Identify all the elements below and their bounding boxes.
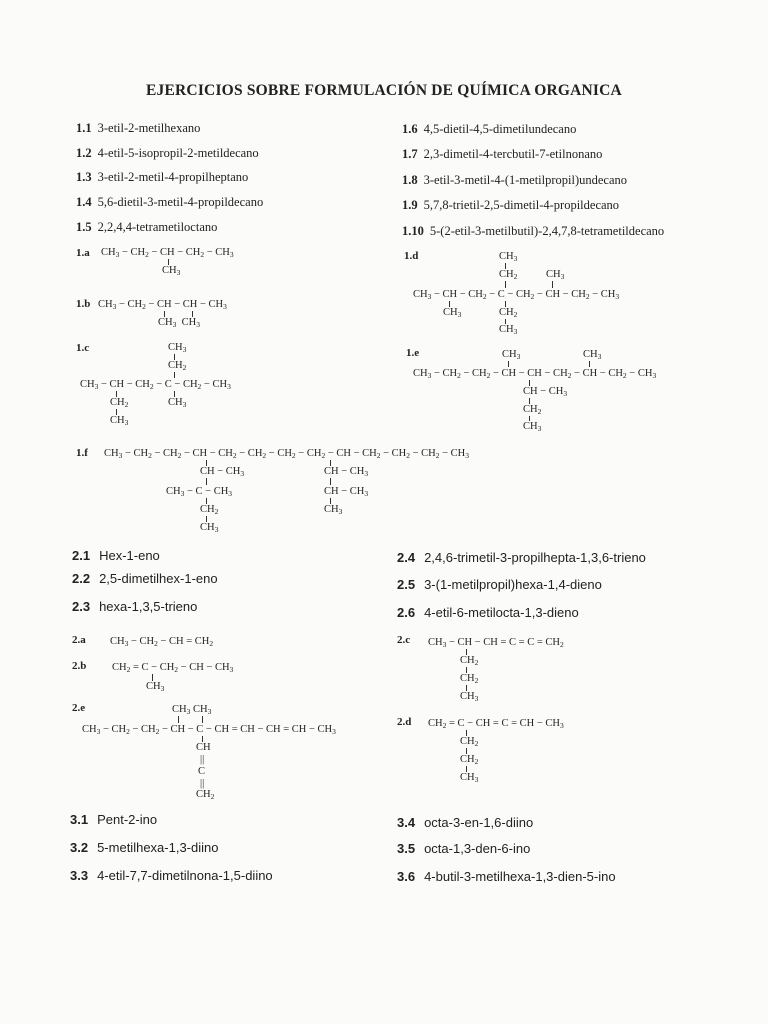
exercise-number: 3.2: [70, 840, 89, 855]
exercise-1-8: [402, 173, 627, 188]
exercise-name: Pent-2-ino: [97, 812, 158, 827]
exercise-number: 1.8: [402, 173, 418, 187]
formula-label-2c: 2.c: [397, 634, 411, 646]
exercise-1-10: [402, 224, 664, 239]
exercise-1-2: [76, 146, 259, 161]
exercise-number: 1.3: [76, 170, 92, 184]
formula-label-2d: 2.d: [397, 716, 412, 728]
exercise-name: 4-butil-3-metilhexa-1,3-dien-5-ino: [424, 869, 616, 884]
exercise-3-1: [70, 812, 157, 827]
exercise-name: 5,6-dietil-3-metil-4-propildecano: [97, 195, 264, 209]
exercise-1-1: [76, 121, 200, 136]
exercise-number: 1.5: [76, 220, 92, 234]
exercise-number: 3.6: [397, 869, 416, 884]
exercise-name: 5-metilhexa-1,3-diino: [97, 840, 219, 855]
exercise-name: 3-etil-2-metil-4-propilheptano: [97, 170, 249, 184]
exercise-name: 3-etil-2-metilhexano: [97, 121, 201, 135]
exercise-name: 2,5-dimetilhex-1-eno: [99, 571, 218, 586]
formula-label-2e: 2.e: [72, 702, 86, 714]
exercise-name: Hex-1-eno: [99, 548, 160, 563]
page-title: EJERCICIOS SOBRE FORMULACIÓN DE QUÍMICA ORGANICA: [146, 82, 622, 99]
exercise-number: 2.5: [397, 577, 416, 592]
exercise-2-5: [397, 577, 602, 592]
exercise-3-5: [397, 841, 530, 856]
exercise-number: 2.3: [72, 599, 91, 614]
exercise-name: 2,4,6-trimetil-3-propilhepta-1,3,6-trieno: [424, 550, 646, 565]
exercise-number: 1.2: [76, 146, 92, 160]
exercise-number: 1.1: [76, 121, 92, 135]
formula-label-1f: 1.f: [76, 447, 88, 459]
exercise-name: 2,3-dimetil-4-tercbutil-7-etilnonano: [423, 147, 603, 161]
exercise-number: 1.6: [402, 122, 418, 136]
exercise-number: 2.1: [72, 548, 91, 563]
worksheet-page: EJERCICIOS SOBRE FORMULACIÓN DE QUÍMICA ORGANICA 1.1 3-etil-2-metilhexano 1.2 4-etil-5-isopropil-2-metildecano 1.3 3-etil-2-metil-4-propilheptano 1.4 5,6-dietil-3-metil-4-propildecano 1.5 2,2,4,4-tetrametiloctano 1.6 4,5-dietil-4,5-dimetilundecano 1.7 2,3-dimetil-4-tercbutil-7-etilnonano 1.8 3-etil-3-metil-4-(1-metilpropil)undecano 1.9 5,7,8-trietil-2,5-dimetil-4-propildecano 1.10 5-(2-etil-3-metilbutil)-2,4,7,8-tetrametildecano 1.a $CH_3 - CH_2$ − CH − $CH_2 - CH_3$ $CH_3$ 1.b $CH_3 - CH_2$ − CH − CH − $CH_3$ $CH_3$ $CH_3$ 1.c $CH_3$ $CH_2$ $CH_3$ − CH − $CH_2 - C - CH_2 - CH_3$ $CH_2$ $CH_3$ $CH_3$ 1.d $CH_3$ $CH_2$ $CH_3$ $CH_3$ − CH − $CH_2 - C - CH_2$ − CH − $CH_2 - CH_3$ $CH_3$ $CH_2$ $CH_3$ 1.e $CH_3$ $CH_3$ $CH_3 - CH_2 - CH_2$ − CH − CH − $CH_2$ − CH − $CH_2 - CH_3$ CH − $CH_3$ $CH_2$ $CH_3$ 1.f $CH_3 - CH_2 - CH_2$ − CH − $CH_2 - CH_2 - CH_2 - CH_2$ − CH − $CH_2 - CH_2 - CH_2 - CH_3$ CH − $CH_3$ CH − $CH_3$ $CH_3 - C - CH_3$ CH − $CH_3$ $CH_2$ $CH_3$ $CH_3$ 2.1 Hex-1-eno 2.2 2,5-dimetilhex-1-eno 2.3 hexa-1,3,5-trieno 2.4 2,4,6-trimetil-3-propilhepta-1,3,6-trieno 2.5 3-(1-metilpropil)hexa-1,4-dieno 2.6 4-etil-6-metilocta-1,3-dieno 2.a $CH_3 - CH_2$ − CH = $CH_2$ 2.b $CH_2 = C - CH_2$ − CH − $CH_3$ $CH_3$ 2.c $CH_3$ − CH − CH = $C = C = CH_2$ $CH_2$ $CH_2$ $CH_3$ 2.d $CH_2 = C$ − CH = C = CH − $CH_3$ $CH_2$ $CH_2$ $CH_3$ 2.e $CH_3$ $CH_3$ $CH_3 - CH_2 - CH_2$ − CH − C − CH = CH − CH = CH − $CH_3$ CH || C || $CH_2$ 3.1 Pent-2-ino 3.2 5-metilhexa-1,3-diino 3.3 4-etil-7,7-dimetilnona-1,5-diino 3.4 octa-3-en-1,6-diino 3.5 octa-1,3-den-6-ino 3.6 4-butil-3-metilhexa-1,3-dien-5-ino: [0, 0, 768, 1024]
exercise-name: 3-etil-3-metil-4-(1-metilpropil)undecano: [423, 173, 628, 187]
exercise-name: 5-(2-etil-3-metilbutil)-2,4,7,8-tetrametildecano: [429, 224, 665, 238]
exercise-number: 2.4: [397, 550, 416, 565]
exercise-name: 3-(1-metilpropil)hexa-1,4-dieno: [424, 577, 602, 592]
exercise-name: 5,7,8-trietil-2,5-dimetil-4-propildecano: [423, 198, 620, 212]
exercise-name: 4-etil-6-metilocta-1,3-dieno: [424, 605, 579, 620]
formula-label-1a: 1.a: [76, 247, 90, 259]
exercise-number: 2.2: [72, 571, 91, 586]
exercise-2-6: [397, 605, 579, 620]
exercise-1-7: [402, 147, 602, 162]
exercise-number: 2.6: [397, 605, 416, 620]
exercise-3-2: [70, 840, 218, 855]
exercise-name: 4,5-dietil-4,5-dimetilundecano: [423, 122, 577, 136]
exercise-1-9: [402, 198, 619, 213]
formula-label-1b: 1.b: [76, 298, 91, 310]
exercise-number: 1.10: [402, 224, 424, 238]
formula-label-2b: 2.b: [72, 660, 87, 672]
exercise-number: 3.1: [70, 812, 89, 827]
exercise-1-6: [402, 122, 576, 137]
exercise-number: 3.4: [397, 815, 416, 830]
exercise-number: 1.4: [76, 195, 92, 209]
formula-label-1e: 1.e: [406, 347, 420, 359]
exercise-2-3: [72, 599, 197, 614]
exercise-1-4: [76, 195, 263, 210]
exercise-name: hexa-1,3,5-trieno: [99, 599, 198, 614]
exercise-1-3: [76, 170, 248, 185]
exercise-2-4: [397, 550, 646, 565]
exercise-3-3: [70, 868, 273, 883]
exercise-2-2: [72, 571, 218, 586]
exercise-3-4: [397, 815, 533, 830]
formula-label-2a: 2.a: [72, 634, 86, 646]
formula-label-1c: 1.c: [76, 342, 90, 354]
exercise-3-6: [397, 869, 616, 884]
formula-label-1d: 1.d: [404, 250, 419, 262]
exercise-name: 4-etil-7,7-dimetilnona-1,5-diino: [97, 868, 273, 883]
exercise-name: 2,2,4,4-tetrametiloctano: [97, 220, 218, 234]
exercise-number: 3.3: [70, 868, 89, 883]
exercise-name: octa-3-en-1,6-diino: [424, 815, 534, 830]
exercise-name: 4-etil-5-isopropil-2-metildecano: [97, 146, 259, 160]
exercise-name: octa-1,3-den-6-ino: [424, 841, 531, 856]
exercise-number: 1.7: [402, 147, 418, 161]
exercise-2-1: [72, 548, 160, 563]
exercise-number: 1.9: [402, 198, 418, 212]
exercise-1-5: [76, 220, 217, 235]
exercise-number: 3.5: [397, 841, 416, 856]
